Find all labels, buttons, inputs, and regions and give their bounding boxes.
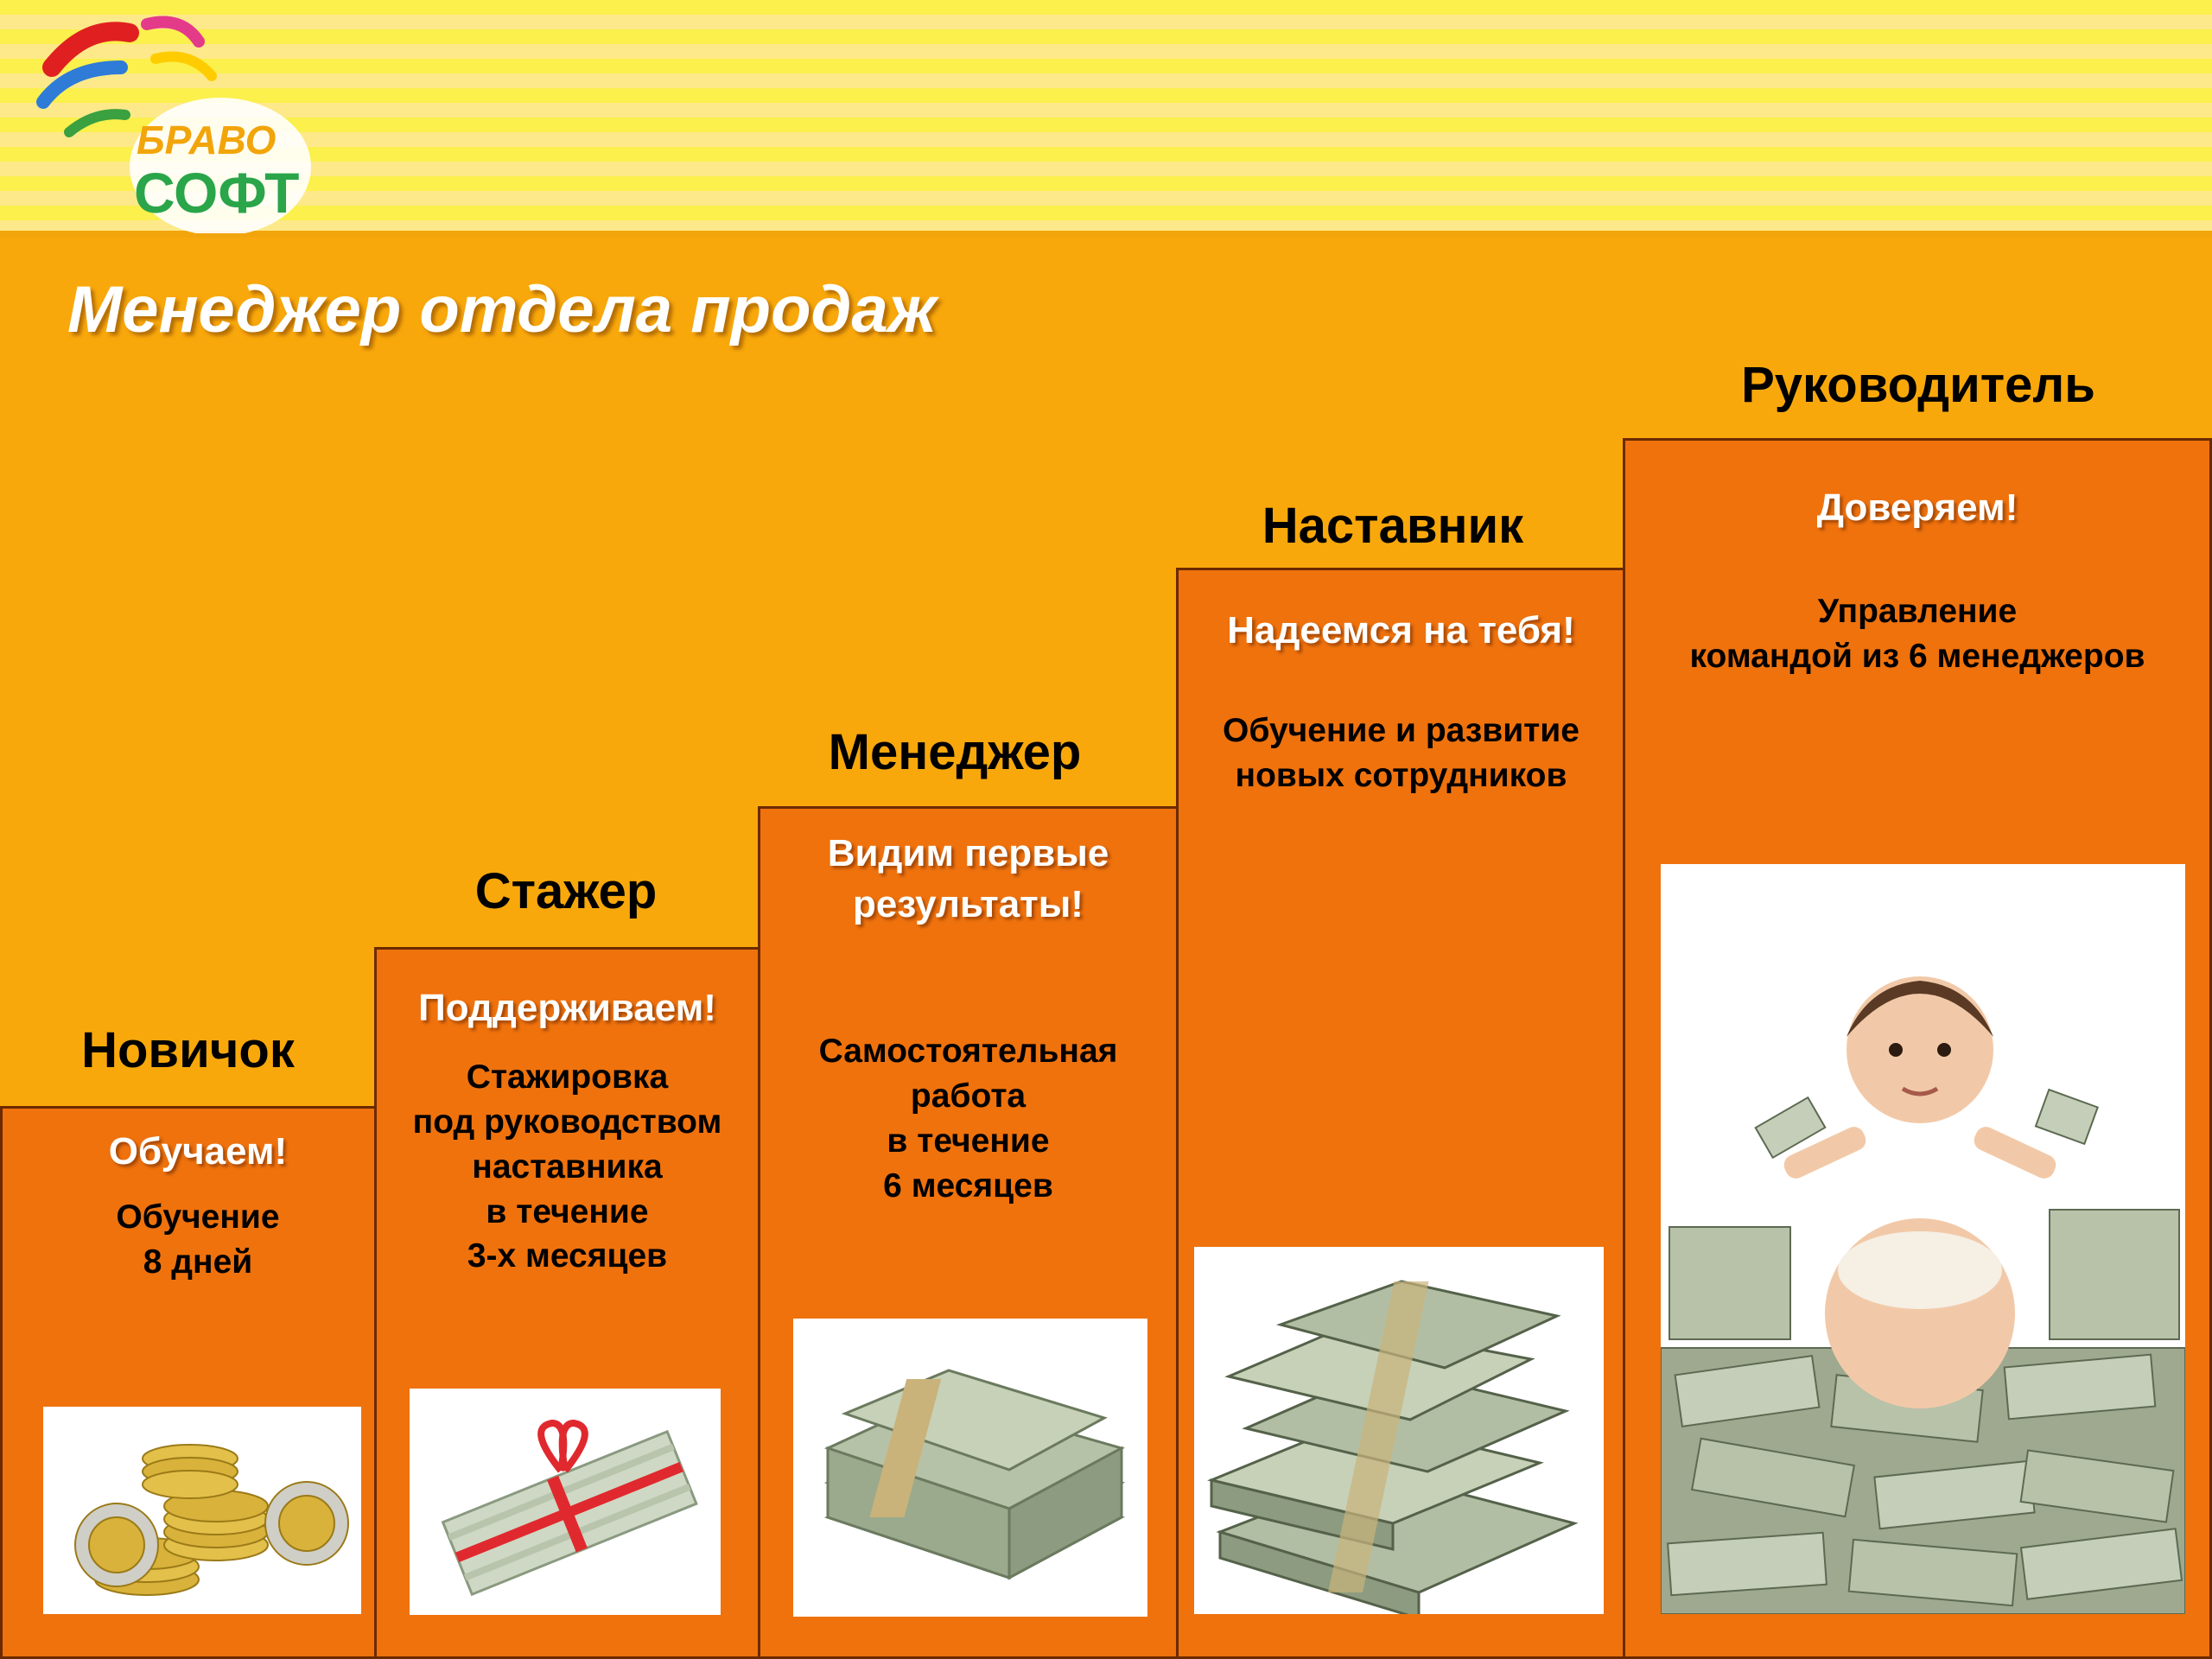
description: Самостоятельная работа в течение 6 месяцев [818,1033,1118,1205]
bravosoft-logo [17,7,311,233]
step-name-trainee: Стажер [474,863,658,919]
slogan: Поддерживаем! [418,987,716,1029]
page-title: Менеджер отдела продаж [67,273,937,346]
step-head [1623,438,2212,1659]
step-name-mentor: Наставник [1262,498,1524,554]
slogan: Видим первые результаты! [827,832,1109,926]
svg-text:СОФТ: СОФТ [134,161,300,225]
description: Стажировка под руководством наставника в течение 3-х месяцев [412,1058,722,1275]
money-stack-image [793,1319,1147,1617]
description: Управление командой из 6 менеджеров [1689,593,2145,675]
step-name-manager: Менеджер [828,724,1082,780]
step-mentor [1176,568,1626,1659]
money-pile-image [1194,1247,1604,1614]
step-novice [0,1106,378,1659]
svg-text:БРАВО: БРАВО [137,118,276,162]
gift-money-image [410,1389,721,1615]
description: Обучение и развитие новых сотрудников [1223,712,1580,794]
step-name-head: Руководитель [1741,357,2095,413]
coins-image [43,1407,361,1614]
slogan: Обучаем! [108,1130,288,1173]
step-manager [758,806,1179,1659]
header-banner [0,0,2212,238]
slogan: Доверяем! [1816,486,2018,529]
step-trainee [374,947,760,1659]
step-name-novice: Новичок [81,1022,295,1078]
baby-money-image [1661,864,2185,1614]
description: Обучение 8 дней [116,1198,280,1281]
slogan: Надеемся на тебя! [1227,609,1575,652]
